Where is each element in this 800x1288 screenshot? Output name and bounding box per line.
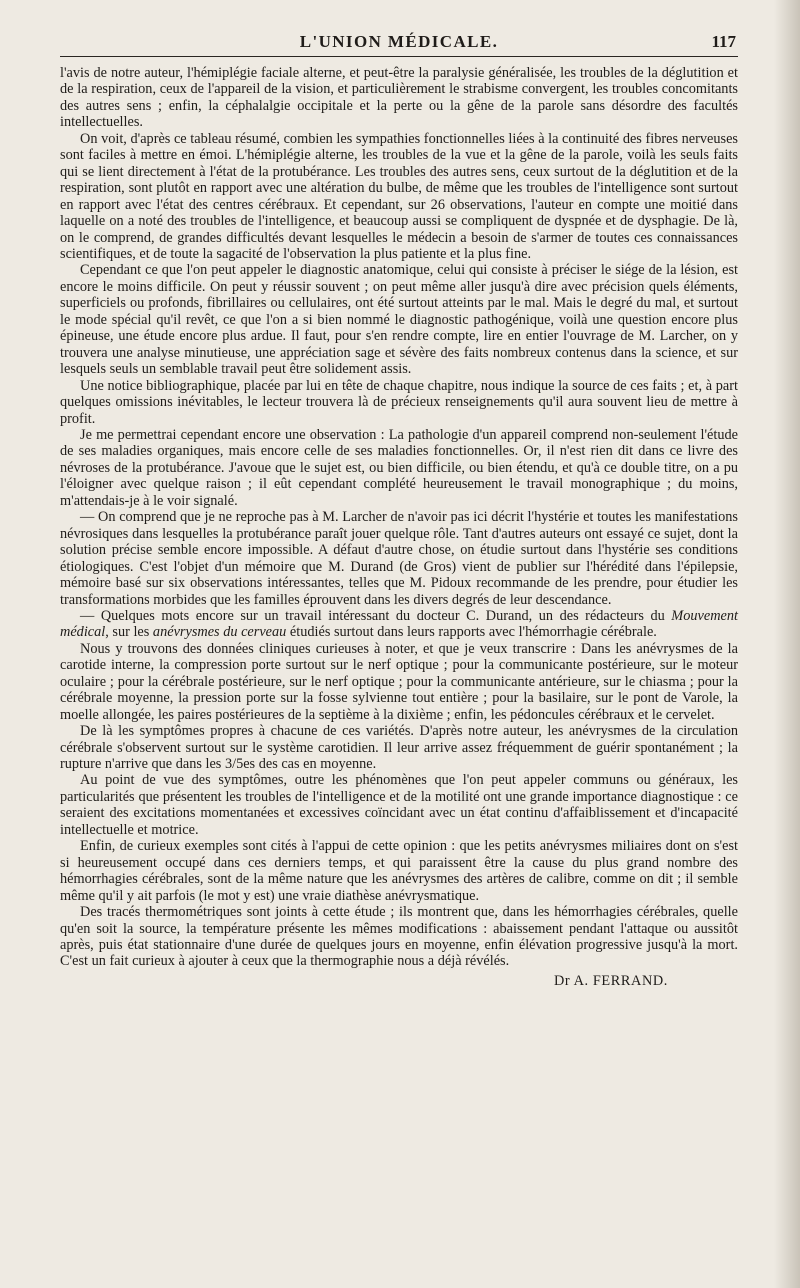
- paragraph: [60, 427, 738, 509]
- italic-title: Mouvement médical: [60, 607, 738, 641]
- text-run: Des tracés thermométriques sont joints à cette étude ; ils montrent que, dans les hémorrhagies cérébrales, quelle qu'en soit la source, la température présente les mêmes modifications : abaissement pendant l'attaque ou aussitôt après, puis état stationnaire d'une durée de quelques jours en moyenne, enfin élévation progressive jusqu'à la mort. C'est un fait curieux à ajouter à ceux que la thermographie nous a déjà révélés.: [60, 904, 738, 970]
- paragraph: [60, 904, 738, 970]
- text-run: Cependant ce que l'on peut appeler le diagnostic anatomique, celui qui consiste à préciser le siége de la lésion, est encore le moins difficile. On peut y réussir souvent ; on peut même aller jusqu'à dire avec précision quels éléments, superficiels ou profonds, fibrillaires ou cellulaires, ont été surtout atteints par le mal. Mais le degré du mal, et surtout le mode spécial qu'il revêt, ce que l'on a si bien nommé le diagnostic pathogénique, voilà une question encore plus épineuse, une étude encore plus ardue. Il faut, pour s'en rendre compte, lire en entier l'ouvrage de M. Larcher, on y trouvera une analyse minutieuse, une appréciation sage et sévère des faits nombreux contenus dans la science, et sur lesquels seuls un semblable travail peut être solidement assis.: [60, 262, 738, 378]
- paragraph: [60, 509, 738, 608]
- text-run: Au point de vue des symptômes, outre les phénomènes que l'on peut appeler communs ou généraux, les particularités que présentent les troubles de l'intelligence et de la motilité ont une grande importance diagnostique : ce seraient des excitations momentanées et excessives coïncidant avec un état continu d'affaiblissement et d'incapacité intellectuelle et motrice.: [60, 772, 738, 838]
- paragraph: [60, 772, 738, 838]
- running-header: [60, 26, 738, 57]
- text-run: , sur les: [105, 624, 153, 641]
- text-run: — Quelques mots encore sur un travail intéressant du docteur C. Durand, un des rédacteurs du: [80, 607, 672, 624]
- text-run: Enfin, de curieux exemples sont cités à l'appui de cette opinion : que les petits anévrysmes miliaires dont on s'est si heureusement occupé dans ces derniers temps, et qui paraissent être la cause du plus grand nombre des hémorrhagies cérébrales, sont de la même nature que les anévrysmes des artères de calibre, comme on dit ; il semble même qu'il y ait parfois (le mot y est) une vraie diathèse anévrysmatique.: [60, 838, 738, 904]
- text-run: Nous y trouvons des données cliniques curieuses à noter, et que je veux transcrire : Dans les anévrysmes de la carotide interne, la compression porte surtout sur le nerf optique ; pour la communicante postérieure, sur le moteur oculaire ; pour la cérébrale postérieure, sur le nerf optique ; pour la communicante antérieure, sur le chiasma ; pour la cérébrale moyenne, la pression porte sur la fosse sylvienne tout entière ; pour la basilaire, sur le pont de Varole, la moelle allongée, les paires postérieures de la septième à la dixième ; enfin, les pédoncules cérébraux et le cervelet.: [60, 640, 738, 723]
- paragraph: [60, 131, 738, 263]
- article-body: [60, 65, 738, 970]
- text-run: De là les symptômes propres à chacune de ces variétés. D'après notre auteur, les anévrysmes de la circulation cérébrale s'observent surtout sur le système carotidien. Il leur arrive assez fréquemment de guérir spontanément ; la rupture n'arrive que dans les 3/5es des cas en moyenne.: [60, 723, 738, 773]
- text-run: — On comprend que je ne reproche pas à M. Larcher de n'avoir pas ici décrit l'hystérie et toutes les manifestations névrosiques dans lesquelles la protubérance paraît jouer quelque rôle. Tant d'autres auteurs ont essayé ce sujet, dont la solution précise semble encore impossible. A défaut d'autre chose, on étudie surtout dans l'hystérie ses conditions étiologiques. C'est l'objet d'un mémoire que M. Durand (de Gros) vient de publier sur l'hérédité dans l'épilepsie, mémoire basé sur six observations intéressantes, telles que M. Pidoux recommande de les prendre, pour étudier les transformations morbides que les familles éprouvent dans les divers degrés de leur descendance.: [60, 509, 738, 608]
- author-signature: Dr A. FERRAND.: [553, 972, 668, 989]
- paragraph: [60, 641, 738, 723]
- journal-title: L'UNION MÉDICALE.: [299, 32, 499, 51]
- text-run: l'avis de notre auteur, l'hémiplégie faciale alterne, et peut-être la paralysie généralisée, les troubles de la déglutition et de la respiration, ceux de l'appareil de la vision, et particulièrement le strabisme convergent, les troubles concomitants des autres sens ; enfin, la céphalalgie occipitale et la perte ou la gêne de la parole sans désordre des facultés intellectuelles.: [60, 65, 738, 131]
- paragraph: [60, 65, 738, 131]
- text-run: On voit, d'après ce tableau résumé, combien les sympathies fonctionnelles liées à la continuité des fibres nerveuses sont faciles à mettre en émoi. L'hémiplégie alterne, les troubles de la vue et la gêne de la parole, voilà les seuls faits qui se lient directement à l'état de la protubérance. Les troubles des autres sens, ceux surtout de la déglutition et de la respiration, sont plutôt en rapport avec une altération du bulbe, de même que les troubles de l'intelligence sont surtout en rapport avec l'état des centres cérébraux. Et cependant, sur 26 observations, l'auteur en compte une moitié dans laquelle on a noté des troubles de l'intelligence, et beaucoup aussi se compliquent de dyspnée et de dysphagie. De là, on le comprend, de grandes difficultés devant lesquelles le médecin a besoin de s'armer de toutes ces connaissances scientifiques, et de toute la sagacité de l'observation la plus patiente et la plus fine.: [60, 130, 738, 262]
- paragraph: [60, 608, 738, 641]
- paragraph: [60, 723, 738, 772]
- text-run: Une notice bibliographique, placée par lui en tête de chaque chapitre, nous indique la source de ces faits ; et, à part quelques omissions inévitables, le lecteur trouvera là de précieux renseignements qu'il aura souvent lieu de mettre à profit.: [60, 377, 738, 427]
- page-number: 117: [711, 32, 736, 51]
- paragraph: [60, 838, 738, 904]
- italic-title: anévrysmes du cerveau: [152, 624, 287, 641]
- paragraph: [60, 378, 738, 427]
- text-run: étudiés surtout dans leurs rapports avec l'hémorrhagie cérébrale.: [286, 624, 657, 641]
- text-run: Je me permettrai cependant encore une observation : La pathologie d'un appareil comprend non-seulement l'étude de ses maladies organiques, mais encore celle de ses maladies fonctionnelles. Or, il n'est rien dit dans ce livre des névroses de la protubérance. J'avoue que le sujet est, ou bien difficile, ou bien étendu, et qu'à ce double titre, on a pu l'éloigner avec quelque raison ; il eût cependant complété heureusement le travail monographique ; du moins, m'attendais-je à le voir signalé.: [60, 426, 738, 509]
- paragraph: [60, 262, 738, 377]
